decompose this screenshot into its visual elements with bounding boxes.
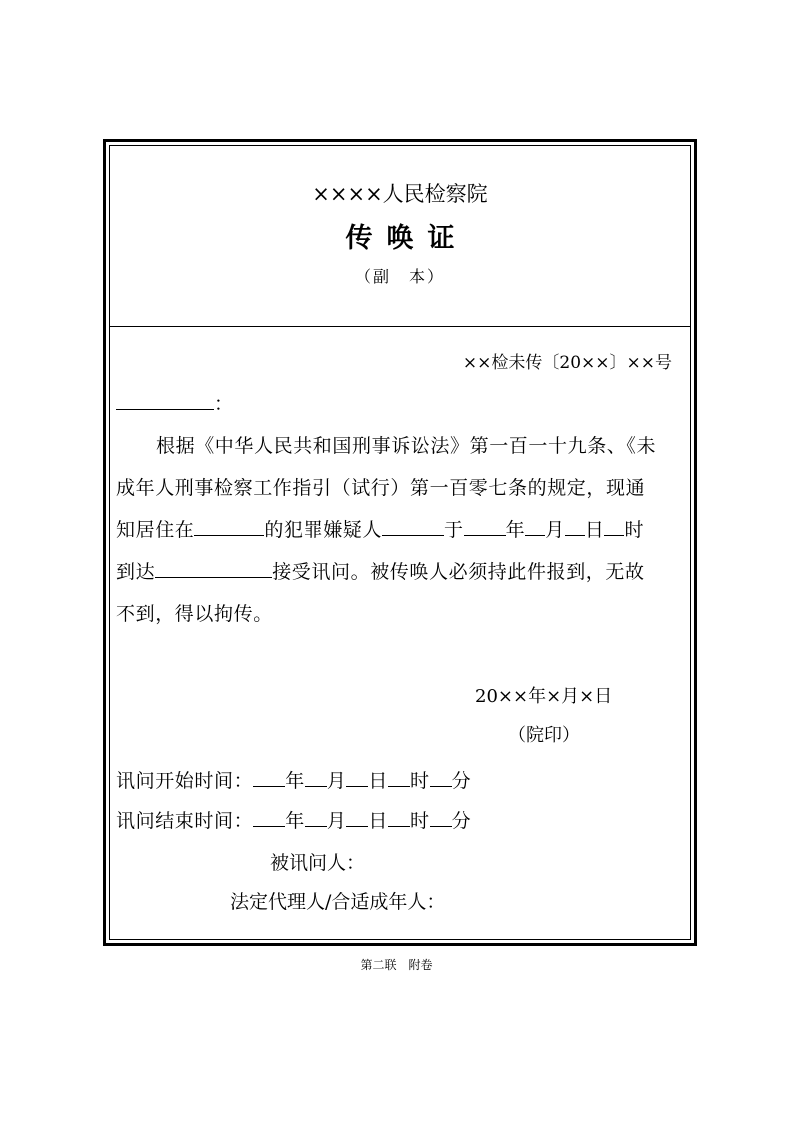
start-year-blank[interactable] [253, 769, 285, 787]
body-line-3 [116, 515, 684, 542]
suspect-name-blank[interactable] [382, 518, 444, 536]
start-day-label: 日 [368, 770, 389, 792]
body-line-4-part-a: 到达 [116, 561, 156, 583]
summon-month-blank[interactable] [525, 518, 545, 536]
addressee-blank[interactable] [116, 392, 214, 410]
start-day-blank[interactable] [346, 769, 368, 787]
end-hour-blank[interactable] [388, 809, 410, 827]
end-day-label: 日 [368, 810, 389, 832]
end-minute-blank[interactable] [430, 809, 452, 827]
summon-year-label: 年 [505, 519, 526, 541]
summon-year-blank[interactable] [464, 518, 506, 536]
residence-blank[interactable] [194, 518, 264, 536]
end-hour-label: 时 [410, 810, 430, 832]
end-year-blank[interactable] [253, 809, 285, 827]
body-line-4-part-b: 接受讯问。被传唤人必须持此件报到，无故 [272, 561, 645, 583]
body-line-5: 不到，得以拘传。 [116, 603, 273, 625]
interrogation-start-label: 讯问开始时间： [116, 770, 254, 792]
interrogation-end-line [116, 806, 684, 833]
start-month-blank[interactable] [305, 769, 327, 787]
court-name: ××××人民检察院 [312, 182, 488, 206]
start-minute-label: 分 [451, 770, 472, 792]
interrogation-end-label: 讯问结束时间： [116, 810, 254, 832]
header-divider [110, 326, 690, 327]
location-blank[interactable] [155, 560, 272, 578]
end-minute-label: 分 [451, 810, 472, 832]
guardian-signature-label: 法定代理人/合适成年人： [230, 891, 446, 913]
end-day-blank[interactable] [346, 809, 368, 827]
body-line-3-part-b: 的犯罪嫌疑人 [264, 519, 383, 541]
start-month-label: 月 [326, 770, 347, 792]
body-line-3-part-a: 知居住在 [116, 519, 195, 541]
document-number: ××检未传〔20××〕××号 [462, 353, 672, 373]
end-year-label: 年 [285, 810, 305, 832]
body-line-1: 根据《中华人民共和国刑事诉讼法》第一百一十九条、《未 [156, 435, 657, 457]
salutation-line [116, 389, 684, 416]
summon-day-label: 日 [584, 519, 605, 541]
start-hour-label: 时 [410, 770, 430, 792]
body-line-2: 成年人刑事检察工作指引（试行）第一百零七条的规定，现通 [116, 477, 646, 499]
document-frame [103, 139, 697, 946]
summon-hour-label: 时 [624, 519, 645, 541]
salutation-colon: ： [214, 393, 234, 415]
court-seal: （院印） [508, 725, 580, 746]
body-line-3-part-c: 于 [444, 519, 464, 541]
summon-hour-blank[interactable] [604, 518, 624, 536]
start-hour-blank[interactable] [388, 769, 410, 787]
start-year-label: 年 [285, 770, 305, 792]
interrogation-start-line [116, 766, 684, 793]
end-month-label: 月 [326, 810, 347, 832]
issue-date: 20××年×月×日 [475, 686, 613, 707]
summon-month-label: 月 [545, 519, 565, 541]
document-title: 传唤证 [345, 223, 469, 254]
start-minute-blank[interactable] [430, 769, 452, 787]
copy-label: （副 本） [354, 267, 445, 286]
summon-day-blank[interactable] [565, 518, 585, 536]
interrogated-signature-label: 被讯问人： [270, 852, 366, 874]
footer-copy-label: 第二联 附卷 [360, 958, 433, 972]
body-line-4 [116, 557, 684, 584]
document-inner-border [109, 145, 691, 940]
end-month-blank[interactable] [305, 809, 327, 827]
